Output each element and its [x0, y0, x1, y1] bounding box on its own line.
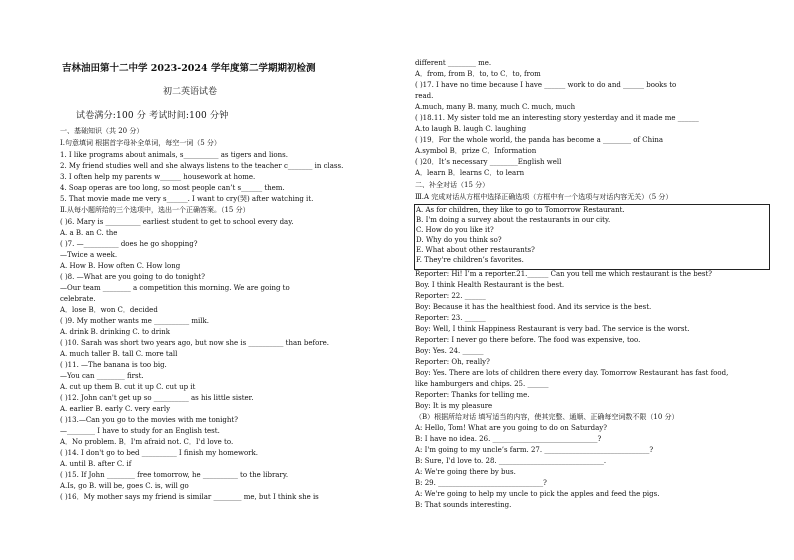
option-item: A. As for children, they like to go to Tomorrow Restaurant.	[416, 206, 625, 214]
question-line: ( )13.—Can you go to the movies with me tonight?	[60, 416, 238, 424]
part-3a-instructions: Ⅲ.A 完成对话从方框中选择正确选项（方框中有一个选项与对话内容无关）（5 分）	[415, 193, 673, 201]
question-line: 2. My friend studies well and she always listens to the teacher c_______ in class.	[60, 162, 344, 170]
question-options: A.symbol B．prize C．Information	[415, 147, 537, 155]
question-line: ( )10. Sarah was short two years ago, but now she is __________ than before.	[60, 339, 330, 347]
question-line: ( )18.11. My sister told me an interesting story yesterday and it made me ______	[415, 114, 699, 122]
dialogue-line: Boy: Yes. 24. ______	[415, 347, 484, 355]
question-options: A.to laugh B. laugh C. laughing	[415, 125, 527, 133]
part-1-instructions: Ⅰ.句意填词 根据首字母补全单词，每空一词（5 分）	[60, 139, 221, 147]
question-line: celebrate.	[60, 295, 96, 303]
dialogue-line: B: That sounds interesting.	[415, 501, 512, 509]
option-item: E. What about other restaurants?	[416, 246, 535, 254]
dialogue-line: B: Sure, I'd love to. 28. ______________________________.	[415, 457, 607, 465]
question-line: 5. That movie made me very s______. I want to cry(哭) after watching it.	[60, 195, 314, 203]
question-options: A. a B. an C. the	[60, 229, 118, 237]
dialogue-line: Reporter: 22. ______	[415, 292, 486, 300]
question-options: A. much taller B. tall C. more tall	[60, 350, 178, 358]
section-1-heading: 一、基础知识（共 20 分）	[60, 127, 144, 135]
question-line: —________ I have to study for an English test.	[60, 427, 220, 435]
dialogue-line: B: 29. ______________________________?	[415, 479, 547, 487]
dialogue-line: Reporter: I never go there before. The food was expensive, too.	[415, 336, 641, 344]
exam-subtitle: 初二英语试卷	[163, 87, 218, 97]
dialogue-line: Boy: Because it has the healthiest food. And its service is the best.	[415, 303, 652, 311]
question-line: —You can ________ first.	[60, 372, 144, 380]
question-options: A.much, many B. many, much C. much, much	[415, 103, 576, 111]
question-line: ( )7. —__________ does he go shopping?	[60, 240, 198, 248]
question-line: 1. I like programs about animals, s__________ as tigers and lions.	[60, 151, 288, 159]
question-options: A. until B. after C. if	[60, 460, 132, 468]
question-options: A. How B. How often C. How long	[60, 262, 181, 270]
score-time-line: 试卷满分:100 分 考试时间:100 分钟	[76, 111, 229, 121]
question-options: A. earlier B. early C. very early	[60, 405, 171, 413]
question-line: ( )12. John can't get up so __________ as his little sister.	[60, 394, 254, 402]
question-line: 4. Soap operas are too long, so most people can’t s______ them.	[60, 184, 285, 192]
dialogue-line: Reporter: Oh, really?	[415, 358, 490, 366]
part-3b-instructions: （B）根据所给对话 填写适当的内容，使其完整、通顺、正确每空词数不限（10 分）	[415, 413, 679, 421]
dialogue-line: Boy: Well, I think Happiness Restaurant is very bad. The service is the worst.	[415, 325, 690, 333]
question-options: A．learn B．learns C．to learn	[415, 169, 525, 177]
dialogue-line: A: I'm going to my uncle’s farm. 27. ______________________________?	[415, 446, 654, 454]
dialogue-line: Boy. I think Health Restaurant is the best.	[415, 281, 565, 289]
dialogue-line: A: We're going to help my uncle to pick the apples and feed the pigs.	[415, 490, 660, 498]
option-item: F. They're children’s favorites.	[416, 256, 524, 264]
question-line: different ________ me.	[415, 59, 492, 67]
dialogue-line: A: We're going there by bus.	[415, 468, 516, 476]
question-line: ( )19．For the whole world, the panda has become a ________ of China	[415, 136, 664, 144]
question-options: A. drink B. drinking C. to drink	[60, 328, 171, 336]
dialogue-line: like hamburgers and chips. 25. ______	[415, 380, 549, 388]
question-options: A.Is, go B. will be, goes C. is, will go	[60, 482, 189, 490]
option-item: C. How do you like it?	[416, 226, 494, 234]
dialogue-line: Reporter: 23. ______	[415, 314, 486, 322]
question-line: ( )6. Mary is __________ earliest student to get to school every day.	[60, 218, 294, 226]
dialogue-line: Boy: It is my pleasure	[415, 402, 493, 410]
dialogue-line: Reporter: Thanks for telling me.	[415, 391, 530, 399]
dialogue-line: A: Hello, Tom! What are you going to do on Saturday?	[415, 424, 608, 432]
question-options: A. cut up them B. cut it up C. cut up it	[60, 383, 196, 391]
question-line: ( )20．It’s necessary ________English well	[415, 158, 562, 166]
question-line: ( )17. I have no time because I have ______ work to do and ______ books to	[415, 81, 677, 89]
question-line: ( )9. My mother wants me __________ milk.	[60, 317, 209, 325]
question-options: A．from, from B．to, to C．to, from	[415, 70, 541, 78]
question-line: 3. I often help my parents w______ housework at home.	[60, 173, 256, 181]
question-line: ( )16．My mother says my friend is similar ________ me, but I think she is	[60, 493, 319, 501]
question-options: A．lose B．won C．decided	[60, 306, 158, 314]
section-2-heading: 二、补全对话（15 分）	[415, 181, 490, 189]
question-line: ( )14. I don't go to bed __________ I finish my homework.	[60, 449, 258, 457]
dialogue-line: Boy: Yes. There are lots of children there every day. Tomorrow Restaurant has fast food,	[415, 369, 729, 377]
question-line: ( )8. —What are you going to do tonight?	[60, 273, 205, 281]
question-options: A．No problem. B．I'm afraid not. C．I'd love to.	[60, 438, 234, 446]
option-item: B. I'm doing a survey about the restaurants in our city.	[416, 216, 611, 224]
question-line: ( )11. —The banana is too big.	[60, 361, 167, 369]
option-item: D. Why do you think so?	[416, 236, 502, 244]
question-line: —Twice a week.	[60, 251, 118, 259]
question-line: read.	[415, 92, 434, 100]
question-line: ( )15. If John ________ free tomorrow, he __________ to the library.	[60, 471, 289, 479]
dialogue-line: B: I have no idea. 26. ______________________________?	[415, 435, 602, 443]
question-line: —Our team ________ a competition this morning. We are going to	[60, 284, 290, 292]
dialogue-line: Reporter: Hi! I’m a reporter.21.______ Can you tell me which restaurant is the best?	[415, 270, 713, 278]
exam-title: 吉林油田第十二中学 2023-2024 学年度第二学期期初检测	[62, 63, 316, 74]
part-2-instructions: Ⅱ.从每小题所给的三个选项中，选出一个正确答案。（15 分）	[60, 206, 250, 214]
